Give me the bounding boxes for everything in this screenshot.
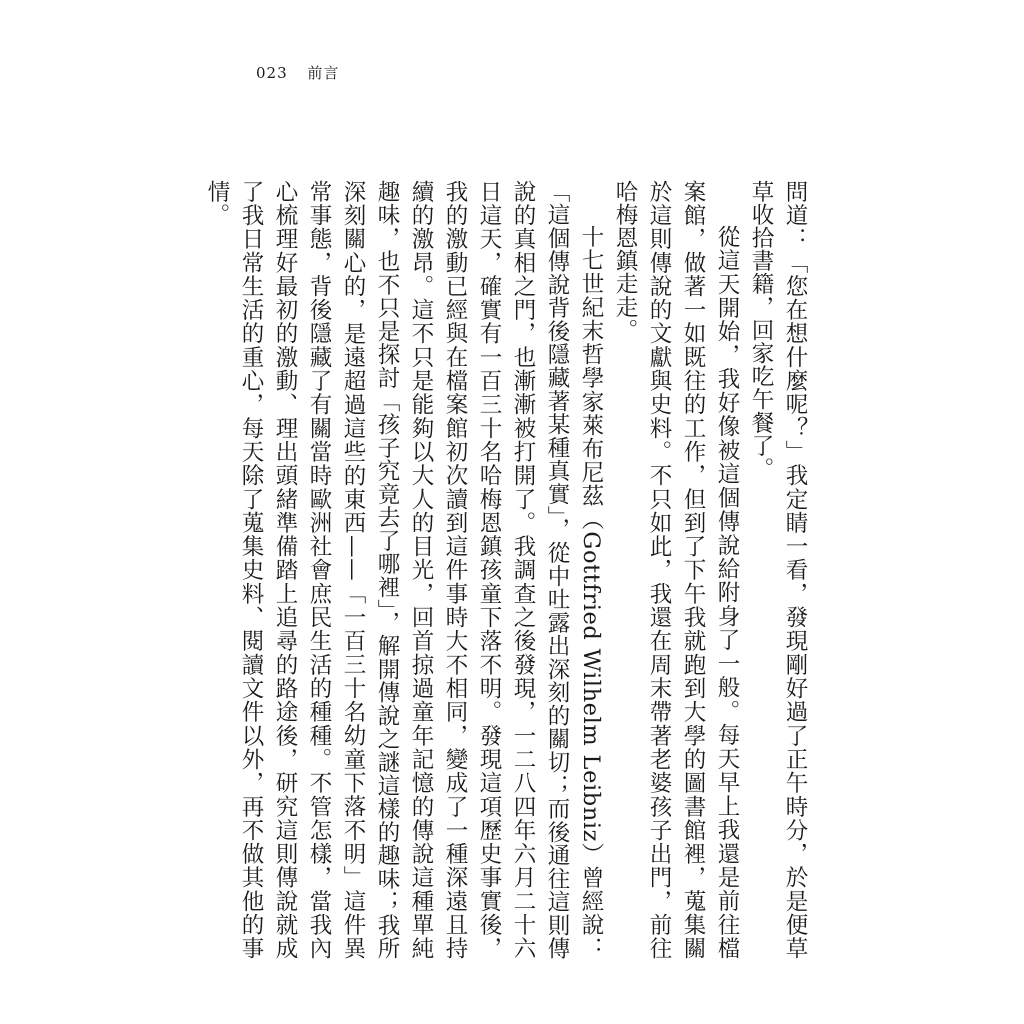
section-title: 前言 xyxy=(307,64,340,82)
page-header xyxy=(256,62,339,83)
page-number: 023 xyxy=(256,64,288,82)
paragraph: 問道：「您在想什麼呢？」我定睛一看，發現剛好過了正午時分，於是便草草收拾書籍，回家吃午餐了。 xyxy=(748,180,808,960)
paragraph: 從這天開始，我好像被這個傳說給附身了一般。每天早上我還是前往檔案館，做著一如既往的工作，但到了下午我就跑到大學的圖書館裡，蒐集關於這則傳說的文獻與史料。不只如此，我還在周末帶著老婆孩子出門，前往哈梅恩鎮走走。 xyxy=(612,180,740,960)
paragraph: 十七世紀末哲學家萊布尼茲（Gottfried Wilhelm Leibniz）曾經說：「這個傳說背後隱藏著某種真實」，從中吐露出深刻的關切；而後通往這則傳說的真相之門，也漸漸被打開了。我調查之後發現，一二八四年六月二十六日這天，確實有一百三十名哈梅恩鎮孩童下落不明。發現這項歷史事實後，我的激動已經與在檔案館初次讀到這件事時大不相同，變成了一種深遠且持續的激昂。這不只是能夠以大人的目光，回首掠過童年記憶的傳說這種單純趣味，也不只是探討「孩子究竟去了哪裡」，解開傳說之謎這樣的趣味；我所深刻關心的，是遠超過這些的東西——「一百三十名幼童下落不明」這件異常事態，背後隱藏了有關當時歐洲社會庶民生活的種種。不管怎樣，當我內心梳理好最初的激動、理出頭緒準備踏上追尋的路途後，研究這則傳說就成了我日常生活的重心，每天除了蒐集史料、閱讀文件以外，再不做其他的事情。 xyxy=(204,180,604,960)
body-text xyxy=(200,180,812,960)
